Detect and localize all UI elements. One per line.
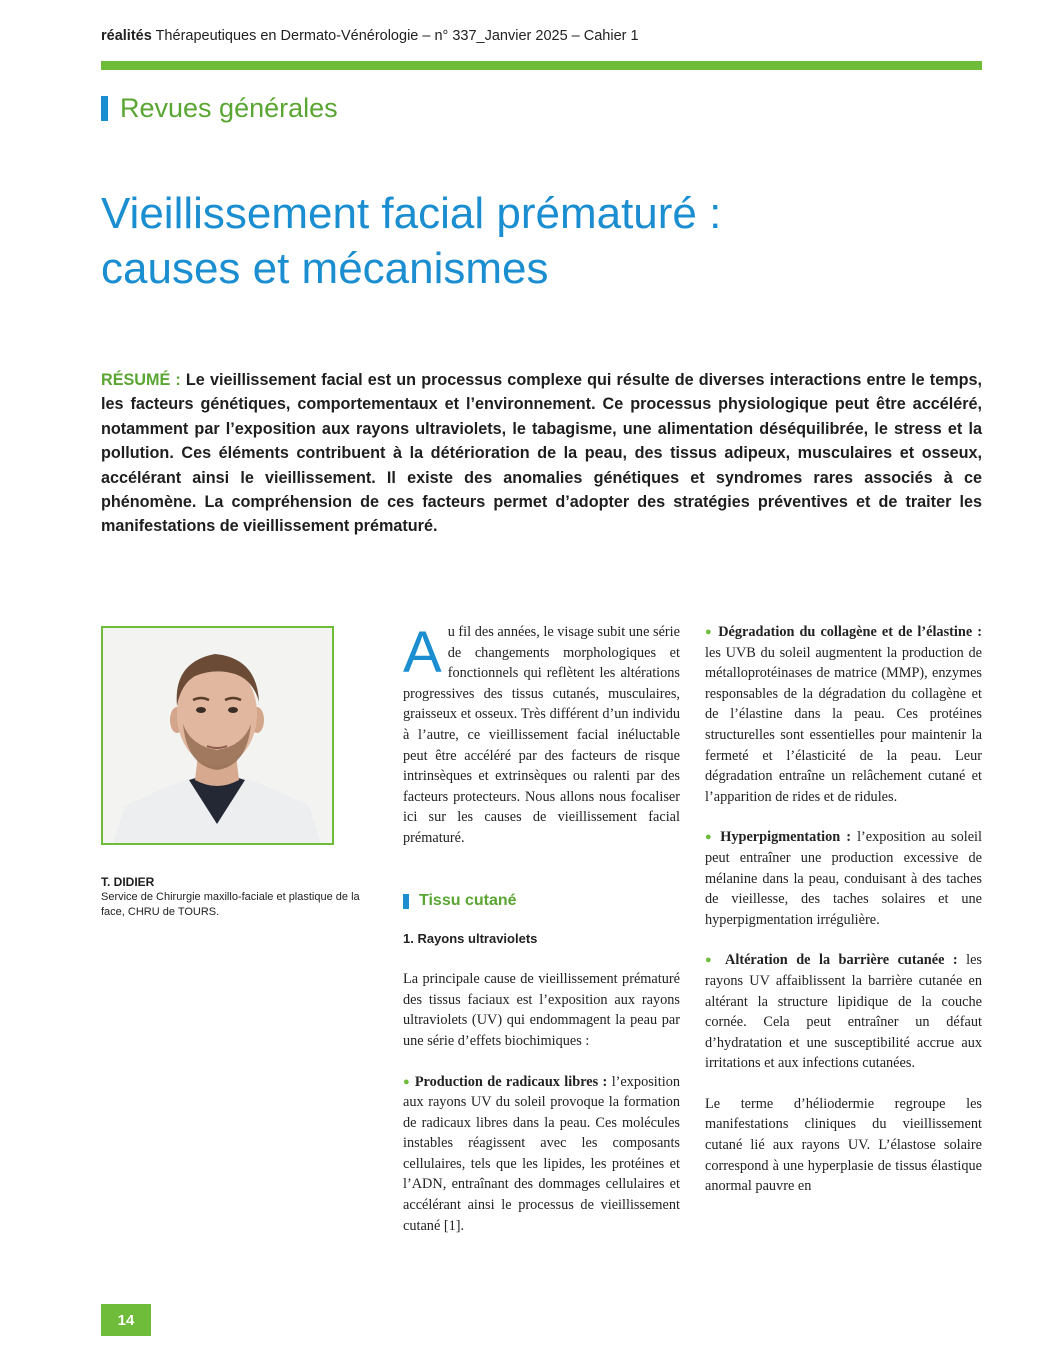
page-number: 14	[101, 1304, 151, 1336]
journal-name: réalités	[101, 28, 152, 44]
bullet-text: l’exposition au soleil peut entraîner une production excessive de mélanine dans la peau, conduisant à des taches de vieillesse, des taches solaires et une hyperpigmentation irrégulière.	[705, 829, 982, 928]
bullet-title: Dégradation du collagène et de l’élastine :	[718, 624, 982, 640]
subsubheading-rayons-uv: 1. Rayons ultraviolets	[403, 930, 538, 946]
intro-paragraph	[403, 622, 680, 849]
heliodermie-paragraph: Le terme d’héliodermie regroupe les manifestations cliniques du vieillissement cutané lié aux rayons UV. L’élastose solaire correspond à une hyperplasie de tissus élastique anormal pauvre en	[705, 1095, 982, 1195]
bullet-collagene	[705, 622, 982, 807]
subheading-tissu-cutane	[403, 891, 680, 913]
section-label-text: Revues générales	[120, 92, 338, 123]
bullet-title: Altération de la barrière cutanée :	[725, 952, 958, 969]
bullet-dot: ●	[705, 626, 714, 638]
bullet-text: l’exposition aux rayons UV du soleil provoque la formation de radicaux libres dans la peau. Ces molécules instables réagissent avec les composants cellulaires, tels que les lipides, les protéines et l’ADN, entraînant des dommages cellulaires et accélérant ainsi le processus de vieillissement cutané [1].	[403, 1073, 681, 1234]
uv-paragraph: La principale cause de vieillissement prématuré des tissus faciaux est l’exposition aux rayons ultraviolets (UV) qui endommagent la peau par une série d’effets biochimiques :	[403, 971, 680, 1049]
author-name: T. DIDIER	[101, 875, 155, 889]
subheading-text: Tissu cutané	[419, 892, 517, 910]
article-title	[101, 186, 981, 296]
running-title: Thérapeutiques en Dermato-Vénérologie – n° 337_Janvier 2025 – Cahier 1	[155, 28, 639, 44]
author-portrait	[103, 628, 332, 843]
abstract-lead: RÉSUMÉ :	[101, 371, 181, 389]
author-affiliation: Service de Chirurgie maxillo-faciale et plastique de la face, CHRU de TOURS.	[101, 891, 360, 918]
bullet-title: Production de radicaux libres :	[414, 1073, 608, 1090]
section-label	[101, 88, 338, 128]
subheading-marker	[403, 894, 409, 909]
bullet-text: les rayons UV affaiblissent la barrière cutanée en altérant la structure lipidique de la couche cornée. Cela peut entraîner un défaut d’hydratation et une susceptibilité accrue aux irritations et aux infections cutanées.	[705, 952, 982, 1072]
bullet-radicaux-libres	[403, 1072, 680, 1237]
drop-cap: A	[403, 620, 442, 685]
bullet-text: les UVB du soleil augmentent la production de métalloprotéinases de matrice (MMP), enzymes responsables de la dégradation du collagène et de l’élastine dans la peau. Ces protéines structurelles sont essentielles pour maintenir la fermeté et l’élasticité de la peau. Leur dégradation entraîne un relâchement cutané et l’apparition de rides et de ridules.	[705, 644, 982, 805]
intro-text: u fil des années, le visage subit une série de changements morphologiques et fonctionnels qui reflètent les altérations progressives des tissus cutanés, musculaires, graisseux et osseux. Très différent d’un individu à l’autre, ce vieillissement facial inéluctable peut être accéléré par des facteurs de risque intrinsèques et extrinsèques ou ralenti par des facteurs protecteurs. Nous allons nous focaliser ici sur les causes de vieillissement facial prématuré.	[403, 624, 680, 846]
title-line-1: Vieillissement facial prématuré :	[101, 189, 722, 238]
abstract-text: Le vieillissement facial est un processus complexe qui résulte de diverses interactions entre le temps, les facteurs génétiques, comportementaux et l’environnement. Ce processus physiologique peut être accéléré, notamment par l’exposition aux rayons ultraviolets, le tabagisme, une alimentation déséquilibrée, le stress et la pollution. Ces éléments contribuent à la détérioration de la peau, des tissus adipeux, musculaires et osseux, accélérant ainsi le vieillissement. Il existe des anomalies génétiques et syndromes rares associés à ce phénomène. La compréhension de ces facteurs permet d’adopter des stratégies préventives et de traiter les manifestations de vieillissement prématuré.	[101, 371, 982, 536]
bullet-dot: ●	[705, 831, 715, 844]
header-rule	[101, 61, 982, 70]
section-marker	[101, 96, 108, 121]
bullet-dot: ●	[705, 954, 717, 967]
running-head	[101, 28, 981, 44]
bullet-title: Hyperpigmentation :	[720, 829, 851, 846]
bullet-hyperpigmentation	[705, 827, 982, 930]
title-line-2: causes et mécanismes	[101, 244, 549, 293]
bullet-dot: ●	[403, 1075, 411, 1088]
column-2	[705, 622, 982, 1197]
column-1	[403, 622, 680, 1236]
bullet-barriere-cutanee	[705, 950, 982, 1074]
author-photo	[101, 626, 334, 845]
abstract	[101, 368, 982, 539]
